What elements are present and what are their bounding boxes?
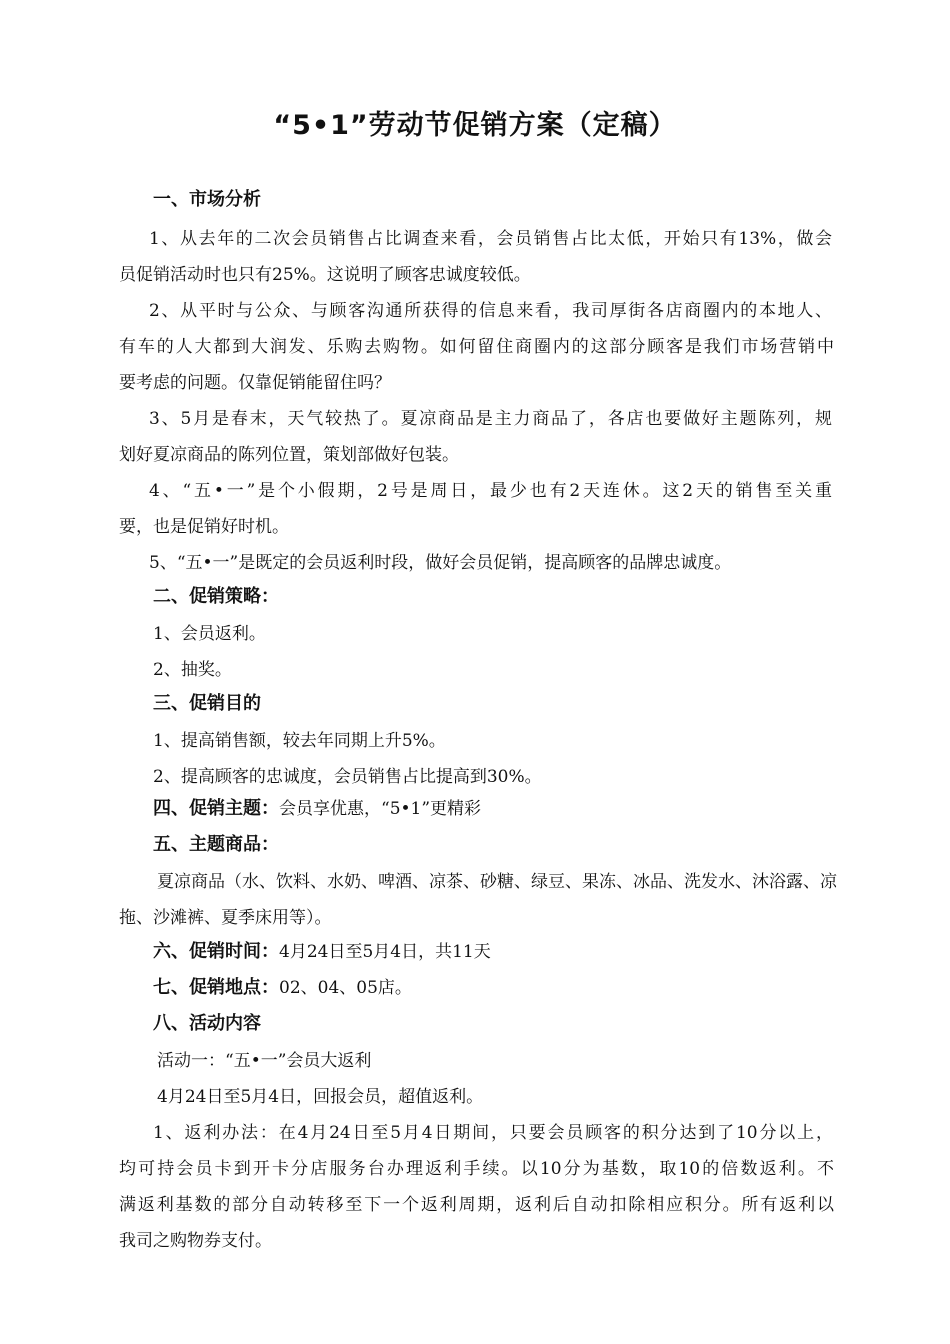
paragraph-line: 1、返利办法：在4月24日至5月4日期间，只要会员顾客的积分达到了10分以上，: [153, 1123, 833, 1143]
section-5-heading: 五、主题商品：: [153, 834, 279, 855]
list-item: 2、抽奖。: [153, 660, 232, 680]
section-7-heading: 七、促销地点：: [153, 977, 279, 998]
paragraph-line: 划好夏凉商品的陈列位置，策划部做好包装。: [119, 445, 459, 465]
section-4: [153, 798, 868, 820]
section-3-heading: 三、促销目的: [153, 693, 261, 714]
section-7: [153, 977, 868, 999]
section-1-heading: 一、市场分析: [153, 189, 261, 210]
paragraph-line: 2、从平时与公众、与顾客沟通所获得的信息来看，我司厚街各店商圈内的本地人、: [149, 301, 832, 321]
activity-period: 4月24日至5月4日，回报会员，超值返利。: [157, 1087, 484, 1107]
activity-title: 活动一：“五•一”会员大返利: [157, 1051, 372, 1071]
list-item: 2、提高顾客的忠诚度，会员销售占比提高到30%。: [153, 767, 542, 787]
document-title: “5•1”劳动节促销方案（定稿）: [273, 110, 677, 141]
paragraph-line: 要，也是促销好时机。: [119, 517, 289, 537]
section-6: [153, 941, 868, 963]
section-6-heading: 六、促销时间：: [153, 941, 279, 962]
section-6-text: 4月24日至5月4日，共11天: [279, 942, 491, 962]
paragraph-line: 要考虑的问题。仅靠促销能留住吗？: [119, 373, 391, 393]
section-4-heading: 四、促销主题：: [153, 798, 279, 819]
paragraph-line: 4、“五•一”是个小假期，2号是周日，最少也有2天连休。这2天的销售至关重: [149, 481, 832, 501]
paragraph-line: 拖、沙滩裤、夏季床用等）。: [119, 908, 332, 928]
paragraph-line: 1、从去年的二次会员销售占比调查来看，会员销售占比太低，开始只有13%，做会: [149, 229, 832, 249]
paragraph-line: 3、5月是春末，天气较热了。夏凉商品是主力商品了，各店也要做好主题陈列，规: [149, 409, 832, 429]
paragraph-line: 均可持会员卡到开卡分店服务台办理返利手续。以10分为基数，取10的倍数返利。不: [119, 1159, 834, 1179]
paragraph-line: 满返利基数的部分自动转移至下一个返利周期，返利后自动扣除相应积分。所有返利以: [119, 1195, 834, 1215]
list-item: 1、提高销售额，较去年同期上升5%。: [153, 731, 446, 751]
paragraph-line: 夏凉商品（水、饮料、水奶、啤酒、凉茶、砂糖、绿豆、果冻、冰品、洗发水、沐浴露、凉: [157, 872, 837, 892]
section-2-heading: 二、促销策略：: [153, 586, 279, 607]
section-8-heading: 八、活动内容: [153, 1013, 261, 1034]
list-item: 1、会员返利。: [153, 624, 266, 644]
paragraph-line: 5、“五•一”是既定的会员返利时段，做好会员促销，提高顾客的品牌忠诚度。: [149, 553, 732, 573]
paragraph-line: 我司之购物券支付。: [119, 1231, 272, 1251]
paragraph-line: 员促销活动时也只有25%。这说明了顾客忠诚度较低。: [119, 265, 531, 285]
section-7-text: 02、04、05店。: [279, 978, 412, 998]
section-4-text: 会员享优惠，“5•1”更精彩: [279, 799, 482, 819]
paragraph-line: 有车的人大都到大润发、乐购去购物。如何留住商圈内的这部分顾客是我们市场营销中: [119, 337, 834, 357]
